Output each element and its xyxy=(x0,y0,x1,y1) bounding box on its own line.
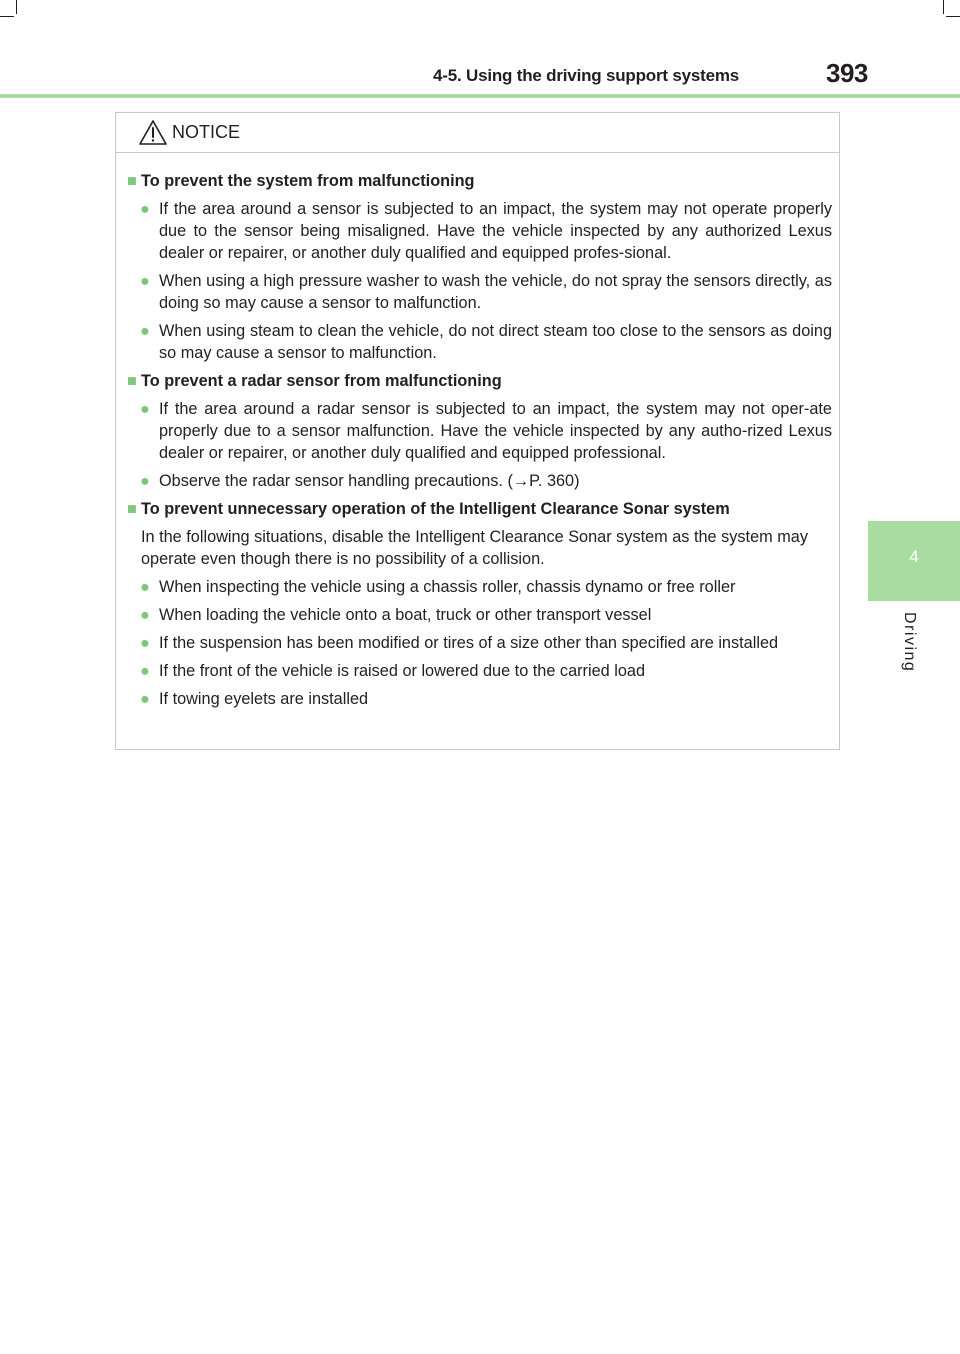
list-item xyxy=(140,398,832,464)
section-title-text: To prevent unnecessary operation of the Intelligent Clearance Sonar system xyxy=(141,500,730,518)
notice-body xyxy=(127,170,832,716)
square-bullet-icon: ■ xyxy=(127,372,137,390)
list-item-text: If the area around a radar sensor is subjected to an impact, the system may not oper-ate properly due to a sensor malfunction. Have the vehicle inspected by any autho-rized Lexus dealer or repairer, or another duly qualified and equipped professional. xyxy=(159,400,832,462)
section-title xyxy=(127,498,832,520)
round-bullet-icon: ● xyxy=(140,272,150,290)
list-item xyxy=(140,198,832,264)
round-bullet-icon: ● xyxy=(140,606,150,624)
list-item-text: If towing eyelets are installed xyxy=(159,690,369,708)
crop-mark xyxy=(943,0,944,14)
round-bullet-icon: ● xyxy=(140,662,150,680)
list-item-text: If the front of the vehicle is raised or lowered due to the carried load xyxy=(159,662,645,680)
round-bullet-icon: ● xyxy=(140,322,150,340)
section-title-text: To prevent the system from malfunctioning xyxy=(141,172,475,190)
list-item-text: When using a high pressure washer to wash the vehicle, do not spray the sensors directly, as doing so may cause a sensor to malfunction. xyxy=(159,272,832,312)
page-number: 393 xyxy=(826,58,868,88)
list-item-text: Observe the radar sensor handling precautions. (→P. 360) xyxy=(159,472,580,490)
square-bullet-icon: ■ xyxy=(127,500,137,518)
list-item xyxy=(140,270,832,314)
list-item-text: When inspecting the vehicle using a chassis roller, chassis dynamo or free roller xyxy=(159,578,736,596)
list-item-text: If the suspension has been modified or tires of a size other than specified are installed xyxy=(159,634,779,652)
round-bullet-icon: ● xyxy=(140,200,150,218)
list-item xyxy=(140,660,832,682)
section-title xyxy=(127,170,832,192)
round-bullet-icon: ● xyxy=(140,578,150,596)
round-bullet-icon: ● xyxy=(140,690,150,708)
crop-mark xyxy=(946,16,960,17)
notice-header xyxy=(116,113,839,153)
list-item-text: If the area around a sensor is subjected to an impact, the system may not operate properly due to the sensor being misaligned. Have the vehicle inspected by any authorized Lexus dealer or repairer, or another duly qualified and equipped profes-sional. xyxy=(159,200,832,262)
list-item xyxy=(140,576,832,598)
section-title xyxy=(127,370,832,392)
list-item-text: When using steam to clean the vehicle, do not direct steam too close to the sensors as doing so may cause a sensor to malfunction. xyxy=(159,322,832,362)
crop-mark xyxy=(16,0,17,14)
section-title-text: To prevent a radar sensor from malfunctioning xyxy=(141,372,502,390)
list-item xyxy=(140,604,832,626)
list-item xyxy=(140,632,832,654)
section-header-title: 4-5. Using the driving support systems xyxy=(433,66,740,85)
round-bullet-icon: ● xyxy=(140,472,150,490)
list-item xyxy=(140,320,832,364)
warning-triangle-icon xyxy=(138,119,168,146)
list-item xyxy=(140,470,832,492)
notice-label: NOTICE xyxy=(172,122,241,142)
round-bullet-icon: ● xyxy=(140,634,150,652)
round-bullet-icon: ● xyxy=(140,400,150,418)
list-item xyxy=(140,688,832,710)
chapter-tab-number: 4 xyxy=(909,547,919,566)
header-rule xyxy=(0,94,960,98)
crop-mark xyxy=(0,16,14,17)
section-intro: In the following situations, disable the Intelligent Clearance Sonar system as the system may operate even though there is no possibility of a collision. xyxy=(141,528,808,568)
list-item-text: When loading the vehicle onto a boat, truck or other transport vessel xyxy=(159,606,652,624)
notice-box xyxy=(115,112,840,750)
chapter-tab xyxy=(868,521,960,601)
chapter-tab-label: Driving xyxy=(901,612,918,673)
square-bullet-icon: ■ xyxy=(127,172,137,190)
